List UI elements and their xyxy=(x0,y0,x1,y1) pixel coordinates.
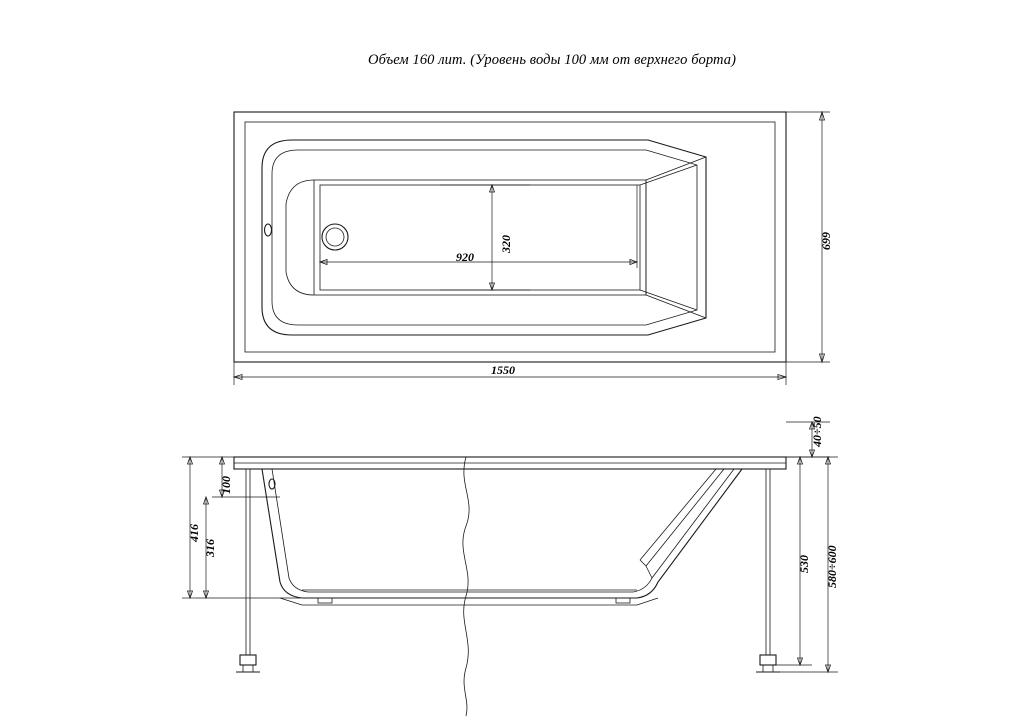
side-view-drawing xyxy=(0,400,1024,720)
dim-inner-length-920: 920 xyxy=(456,250,474,264)
dim-leg-range-580-600: 580÷600 xyxy=(825,545,839,588)
dim-rim-offset-40-50: 40÷50 xyxy=(810,416,824,447)
dim-overall-699: 699 xyxy=(819,232,833,250)
dim-depth-416: 416 xyxy=(187,524,201,542)
dim-leg-530: 530 xyxy=(797,555,811,573)
dim-water-316: 316 xyxy=(203,539,217,557)
dim-rim-100: 100 xyxy=(219,476,233,494)
dim-overall-1550: 1550 xyxy=(491,363,515,377)
drawing-title: Объем 160 лит. (Уровень воды 100 мм от верхнего борта) xyxy=(368,52,736,68)
dim-inner-width-320: 320 xyxy=(499,235,513,253)
